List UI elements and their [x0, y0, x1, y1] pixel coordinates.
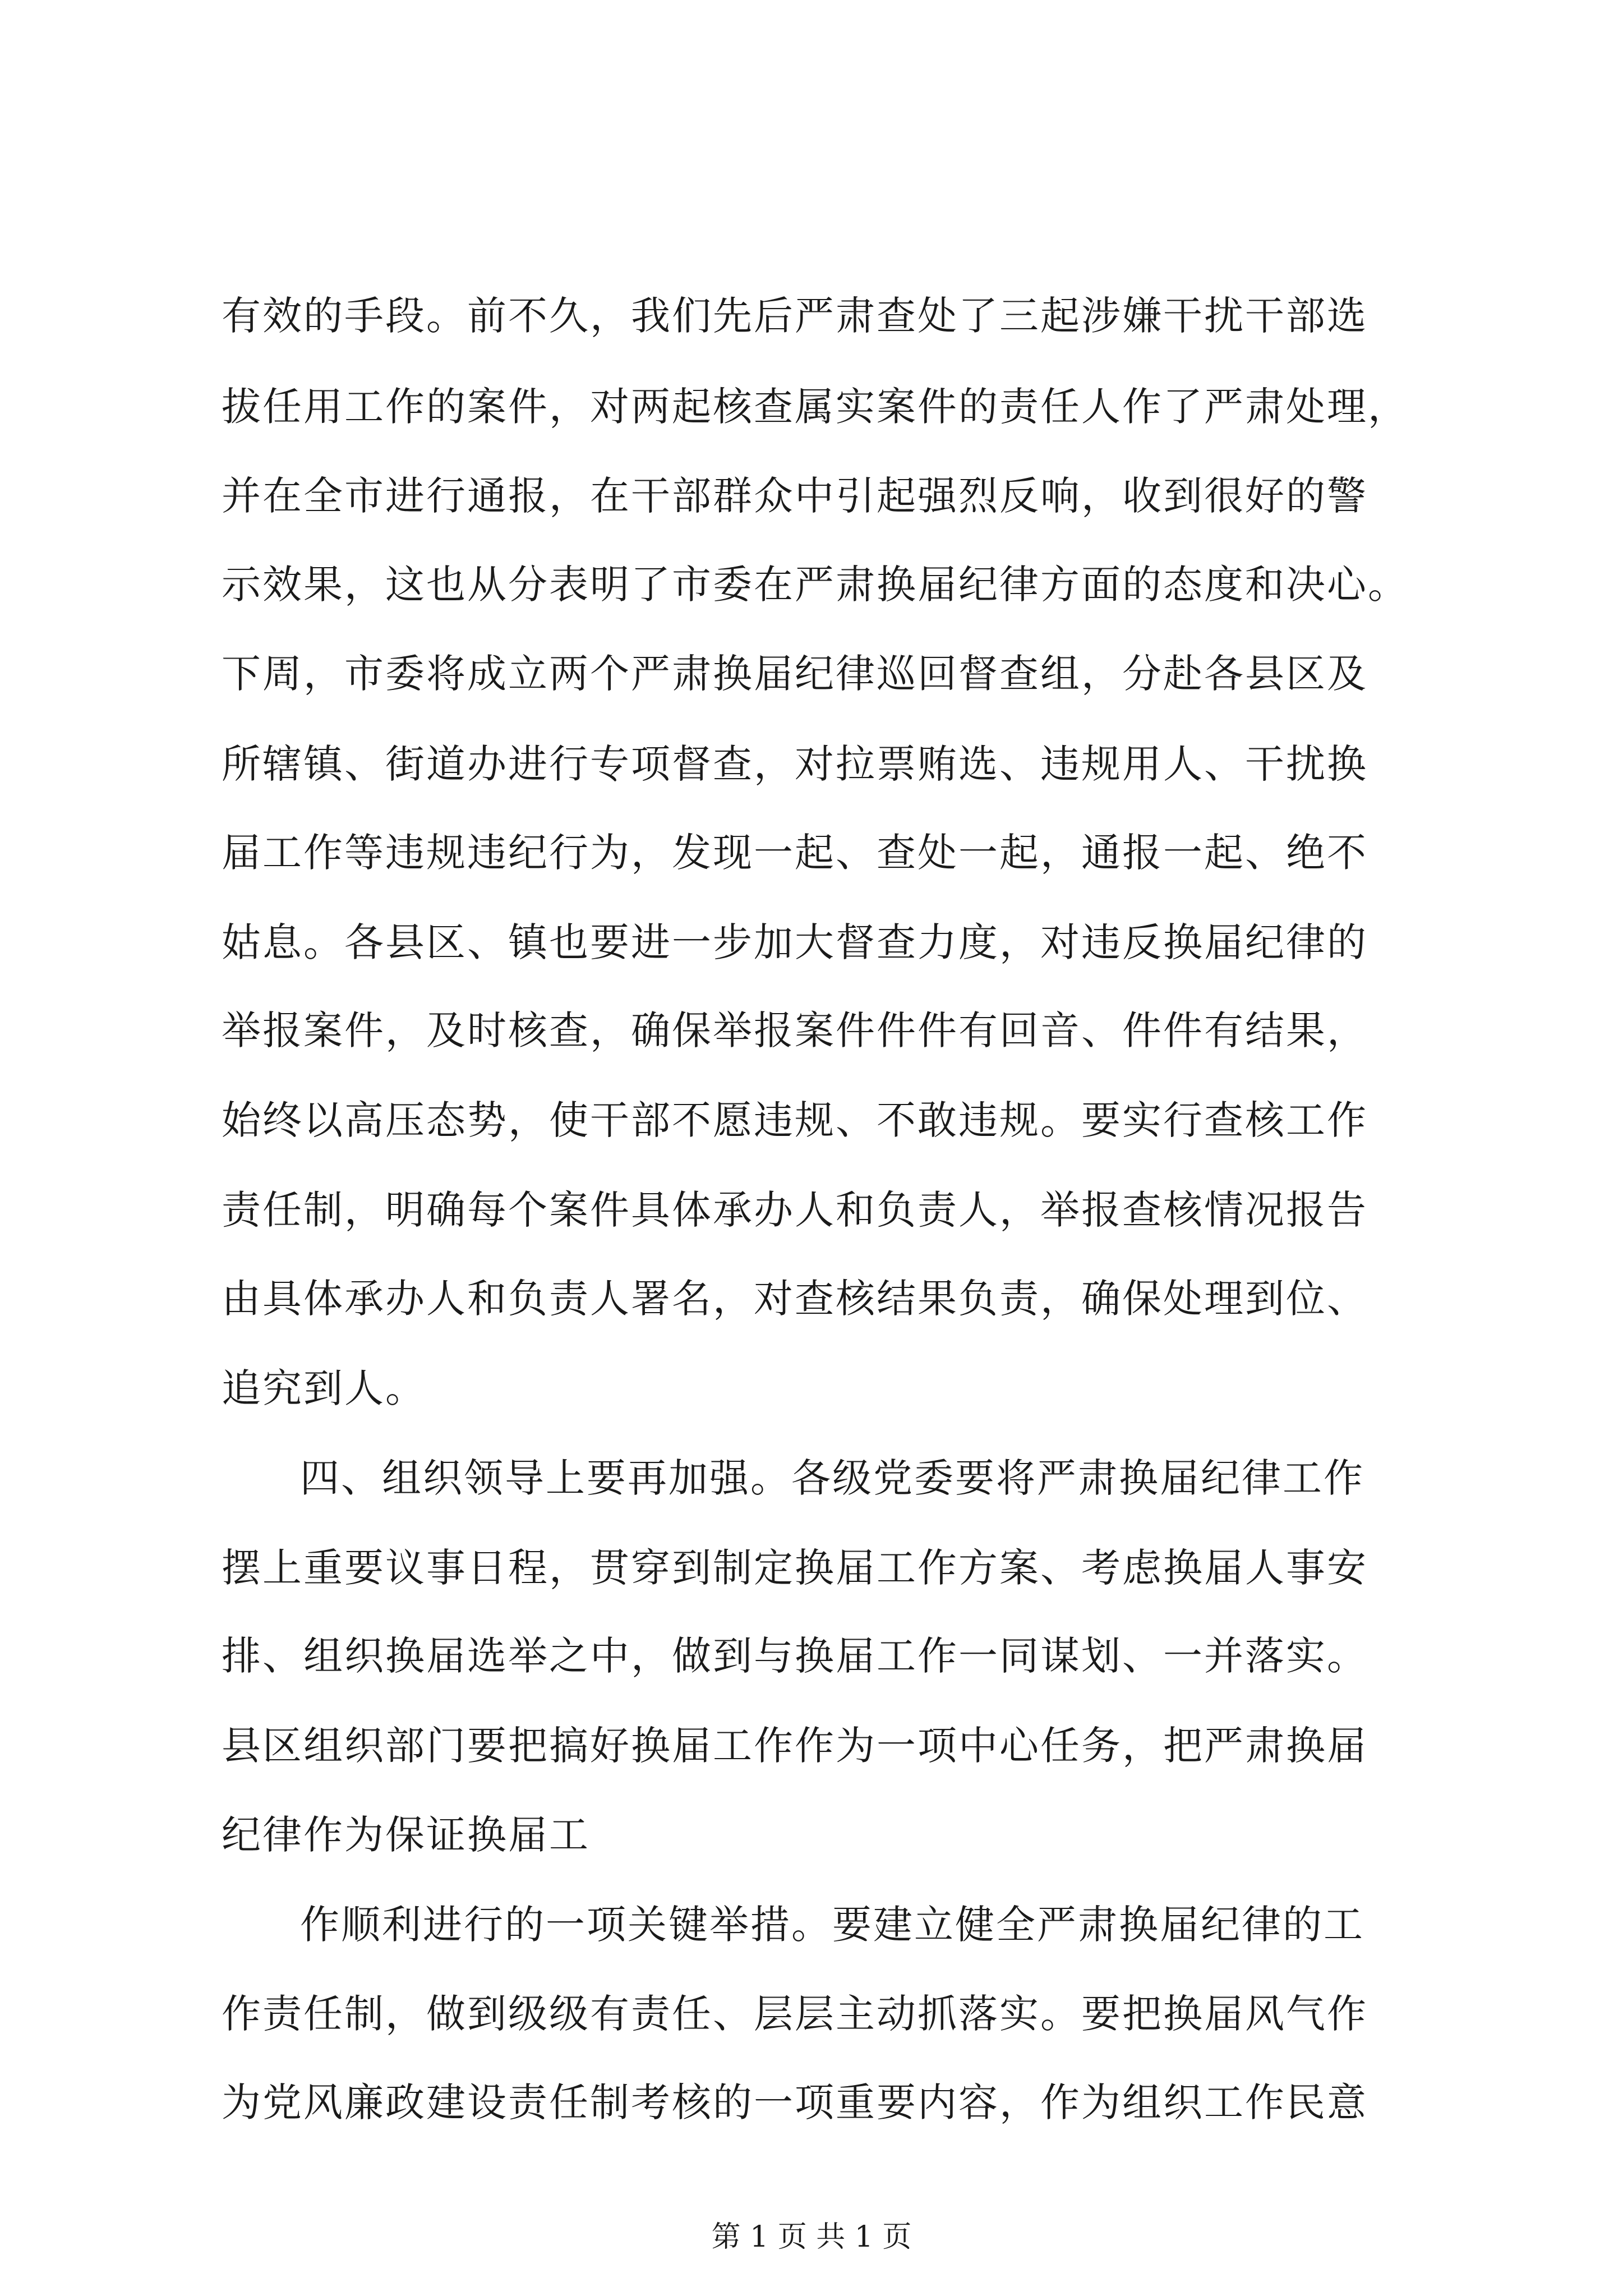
- body-line: 由具体承办人和负责人署名，对查核结果负责，确保处理到位、: [222, 1276, 1368, 1322]
- body-line: 县区组织部门要把搞好换届工作作为一项中心任务，把严肃换届: [222, 1723, 1368, 1769]
- body-line: 作责任制，做到级级有责任、层层主动抓落实。要把换届风气作: [222, 1991, 1368, 2037]
- paragraph-start-line: 四、组织领导上要再加强。各级党委要将严肃换届纪律工作: [300, 1455, 1364, 1501]
- body-line: 纪律作为保证换届工: [222, 1812, 590, 1858]
- body-line: 所辖镇、街道办进行专项督查，对拉票贿选、违规用人、干扰换: [222, 741, 1368, 787]
- body-line: 届工作等违规违纪行为，发现一起、查处一起，通报一起、绝不: [222, 830, 1368, 876]
- body-line: 示效果，这也从分表明了市委在严肃换届纪律方面的态度和决心。: [222, 562, 1409, 608]
- body-line: 姑息。各县区、镇也要进一步加大督查力度，对违反换届纪律的: [222, 919, 1368, 965]
- body-line: 拔任用工作的案件，对两起核查属实案件的责任人作了严肃处理，: [222, 384, 1409, 430]
- body-line: 摆上重要议事日程，贯穿到制定换届工作方案、考虑换届人事安: [222, 1545, 1368, 1591]
- paragraph-start-line: 作顺利进行的一项关键举措。要建立健全严肃换届纪律的工: [300, 1902, 1364, 1948]
- body-line: 举报案件，及时核查，确保举报案件件件有回音、件件有结果，: [222, 1007, 1368, 1053]
- page-footer: 第 1 页 共 1 页: [711, 2220, 912, 2254]
- body-line: 始终以高压态势，使干部不愿违规、不敢违规。要实行查核工作: [222, 1097, 1368, 1143]
- body-line: 为党风廉政建设责任制考核的一项重要内容，作为组织工作民意: [222, 2079, 1368, 2125]
- body-line: 下周，市委将成立两个严肃换届纪律巡回督查组，分赴各县区及: [222, 651, 1368, 697]
- body-line: 并在全市进行通报，在干部群众中引起强烈反响，收到很好的警: [222, 473, 1368, 519]
- body-line: 有效的手段。前不久，我们先后严肃查处了三起涉嫌干扰干部选: [222, 293, 1368, 339]
- body-line: 追究到人。: [222, 1365, 426, 1411]
- body-line: 排、组织换届选举之中，做到与换届工作一同谋划、一并落实。: [222, 1633, 1368, 1679]
- body-line: 责任制，明确每个案件具体承办人和负责人，举报查核情况报告: [222, 1187, 1368, 1233]
